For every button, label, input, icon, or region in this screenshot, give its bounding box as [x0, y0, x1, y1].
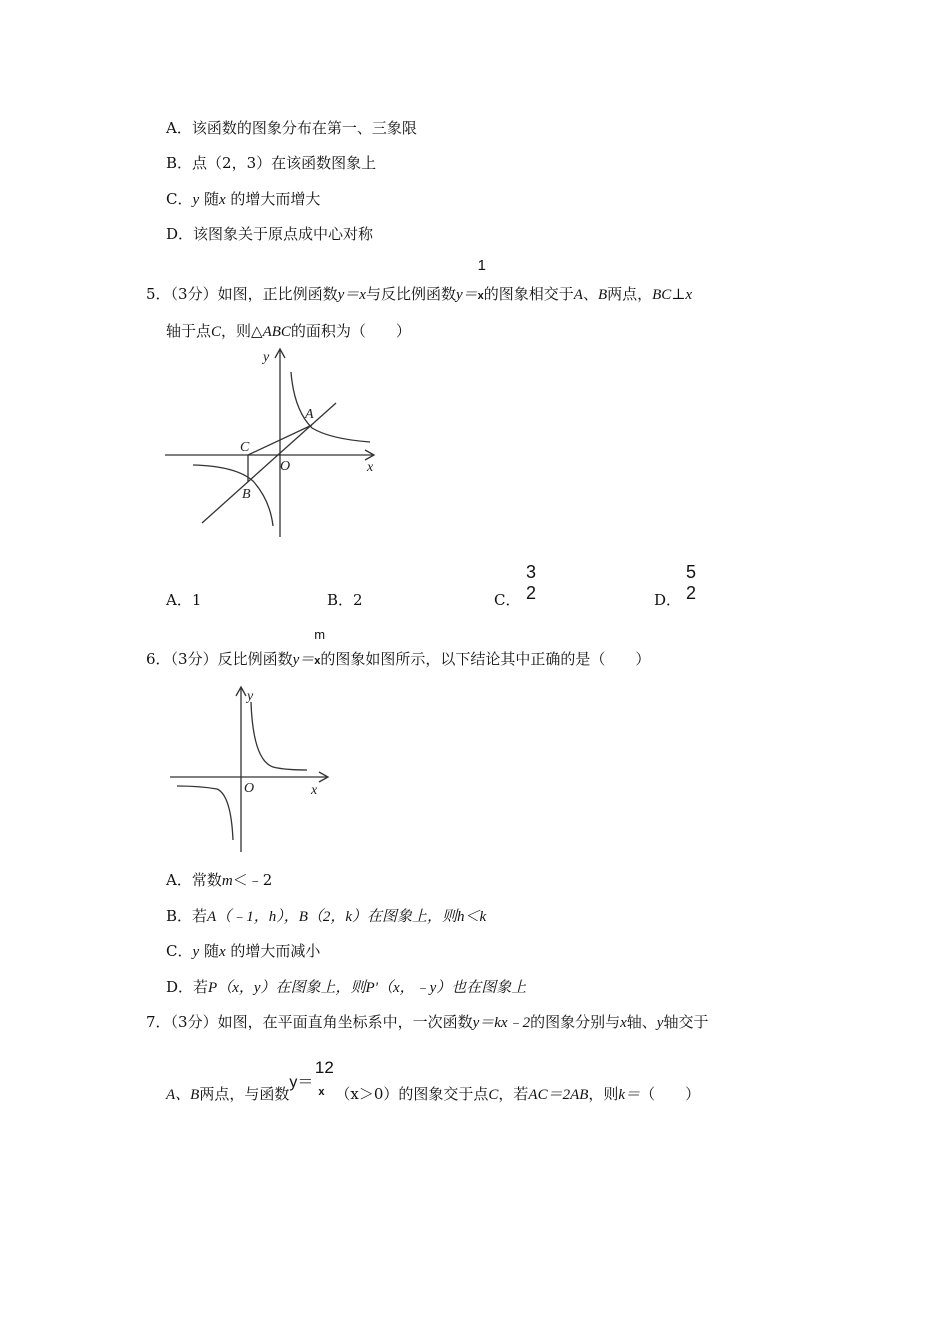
q6-option-b: [166, 906, 486, 927]
question-number: 6．: [146, 650, 171, 668]
segment-bc: BC: [652, 287, 672, 303]
fraction-numerator: 12: [314, 1058, 334, 1077]
hyperbola-branch-3: [177, 786, 233, 840]
equation: y＝: [455, 287, 478, 303]
q6-figure: [165, 682, 340, 857]
equation: y＝: [292, 652, 315, 668]
stem-text: 如图，正比例函数: [217, 285, 338, 303]
choice-label: C．: [494, 591, 521, 609]
stem-text: 如图，在平面直角坐标系中，一次函数: [217, 1013, 473, 1031]
equation: y＝: [289, 1074, 314, 1091]
stem-text: ，若: [498, 1085, 529, 1103]
fraction-numerator: 1: [477, 257, 486, 274]
q4-option-c: [166, 189, 320, 210]
q5-choice-c: [494, 590, 520, 610]
q6-stem: [146, 627, 651, 671]
stem-text: 与反比例函数: [365, 285, 456, 303]
equation: y＝kx﹣2: [472, 1015, 531, 1031]
fraction-denominator: x: [314, 655, 321, 667]
label-x: x: [311, 783, 318, 798]
stem-text: （x＞0）的图象交于点: [335, 1085, 489, 1103]
condition: AC＝2AB: [528, 1087, 589, 1103]
fraction-5-over-2: [681, 562, 701, 604]
var-k: k＝: [618, 1087, 641, 1103]
option-label: B．: [166, 154, 193, 172]
option-label: A．: [166, 871, 192, 889]
choice-value: 2: [353, 591, 363, 609]
stem-text: 反比例函数: [217, 650, 293, 668]
fraction-12-over-x: [313, 1058, 335, 1106]
choice-label: D．: [654, 591, 682, 609]
fraction-denominator: 2: [685, 583, 696, 603]
q5-figure: [160, 345, 385, 545]
question-score: （3分）: [170, 285, 218, 303]
hyperbola-branch-1: [291, 372, 370, 442]
q5-stem-line2: [166, 321, 411, 342]
var-x: x: [685, 287, 693, 303]
stem-text: （ ）: [640, 1085, 701, 1103]
choice-label: B．: [327, 591, 354, 609]
label-y: y: [263, 350, 270, 365]
var-y: y: [192, 944, 200, 960]
q4-option-d: [166, 224, 373, 244]
option-text: 点（2，3）在该函数图象上: [192, 154, 377, 172]
stem-text: 两点，: [607, 285, 653, 303]
point-a: A: [573, 287, 583, 303]
label-o: O: [244, 781, 255, 796]
option-label: B．: [166, 907, 193, 925]
option-text: 常数: [191, 871, 222, 889]
choice-label: A．: [166, 591, 192, 609]
stem-text: 轴交于: [663, 1013, 709, 1031]
label-o: O: [280, 459, 291, 474]
fraction-numerator: 3: [525, 562, 536, 582]
option-label: A．: [166, 119, 192, 137]
point-c: C: [488, 1087, 499, 1103]
fraction-numerator: 5: [685, 562, 696, 582]
label-a: A: [305, 407, 314, 422]
var-y: y: [192, 192, 200, 208]
perp-symbol: ⊥: [671, 285, 686, 303]
question-number: 7．: [146, 1013, 171, 1031]
label-y: y: [247, 689, 254, 704]
var-y: y: [656, 1015, 664, 1031]
option-text: 的增大而增大: [230, 190, 321, 208]
q4-option-b: [166, 153, 376, 173]
label-c: C: [240, 440, 250, 455]
var-m: m: [221, 873, 233, 889]
stem-text: 的面积为（ ）: [290, 322, 411, 340]
label-x: x: [367, 460, 374, 475]
q5-choice-b: [327, 590, 363, 610]
equation: y＝x: [337, 287, 366, 303]
option-text: 随: [203, 942, 219, 960]
option-text: 该图象关于原点成中心对称: [193, 225, 374, 243]
stem-text: ，则△: [221, 322, 263, 340]
var-x: x: [218, 944, 226, 960]
stem-text: 、: [582, 285, 598, 303]
q6-option-d: [166, 977, 526, 998]
stem-text: 轴、: [626, 1013, 657, 1031]
var-x: x: [218, 192, 226, 208]
option-label: C．: [166, 190, 193, 208]
option-text: 若: [192, 907, 208, 925]
option-text: 的增大而减小: [230, 942, 321, 960]
option-label: C．: [166, 942, 193, 960]
stem-text: 轴于点: [166, 322, 212, 340]
option-text: 该函数的图象分布在第一、三象限: [191, 119, 417, 137]
fraction-denominator: x: [477, 290, 484, 302]
stem-text: 的图象分别与: [530, 1013, 621, 1031]
q5-choice-d: [654, 590, 681, 610]
option-text: P′（x，﹣y）也在图象上: [365, 980, 527, 996]
option-text: ＜﹣2: [232, 871, 273, 889]
var-x: x: [620, 1015, 627, 1031]
option-text: P（x，y）在图象上，则: [208, 980, 366, 996]
stem-text: 两点，与函数: [199, 1085, 290, 1103]
stem-text: 的图象如图所示，以下结论其中正确的是（ ）: [320, 650, 651, 668]
option-text: 随: [203, 190, 219, 208]
option-label: D．: [166, 225, 194, 243]
fraction-1-over-x: [477, 257, 486, 306]
option-text: A（﹣1，h），B（2，k）在图象上，则: [207, 909, 458, 925]
q6-option-a: [166, 870, 272, 891]
q7-stem-line2: [166, 1058, 701, 1106]
option-label: D．: [166, 978, 194, 996]
label-b: B: [242, 487, 251, 502]
question-number: 5．: [146, 285, 171, 303]
triangle-abc: ABC: [262, 324, 291, 340]
q7-stem-line1: [146, 1012, 708, 1033]
stem-text: ，则: [588, 1085, 619, 1103]
choice-value: 1: [191, 591, 202, 609]
q6-option-c: [166, 941, 320, 962]
line-y-equals-x: [202, 403, 336, 523]
fraction-denominator: 2: [525, 583, 536, 603]
fraction-numerator: m: [314, 627, 326, 642]
option-text: h＜k: [457, 909, 487, 925]
option-text: 若: [193, 978, 209, 996]
fraction-m-over-x: [314, 627, 326, 671]
point-c: C: [211, 324, 222, 340]
q5-choice-a: [166, 590, 201, 610]
hyperbola-branch-1: [251, 702, 307, 770]
q5-stem-line1: [146, 257, 693, 306]
point-b: B: [597, 287, 608, 303]
question-score: （3分）: [170, 1013, 218, 1031]
fraction-denominator: x: [318, 1086, 325, 1098]
q4-option-a: [166, 118, 417, 138]
stem-text: 的图象相交于: [483, 285, 574, 303]
question-score: （3分）: [170, 650, 218, 668]
fraction-3-over-2: [521, 562, 541, 604]
points-ab: A、B: [166, 1087, 200, 1103]
